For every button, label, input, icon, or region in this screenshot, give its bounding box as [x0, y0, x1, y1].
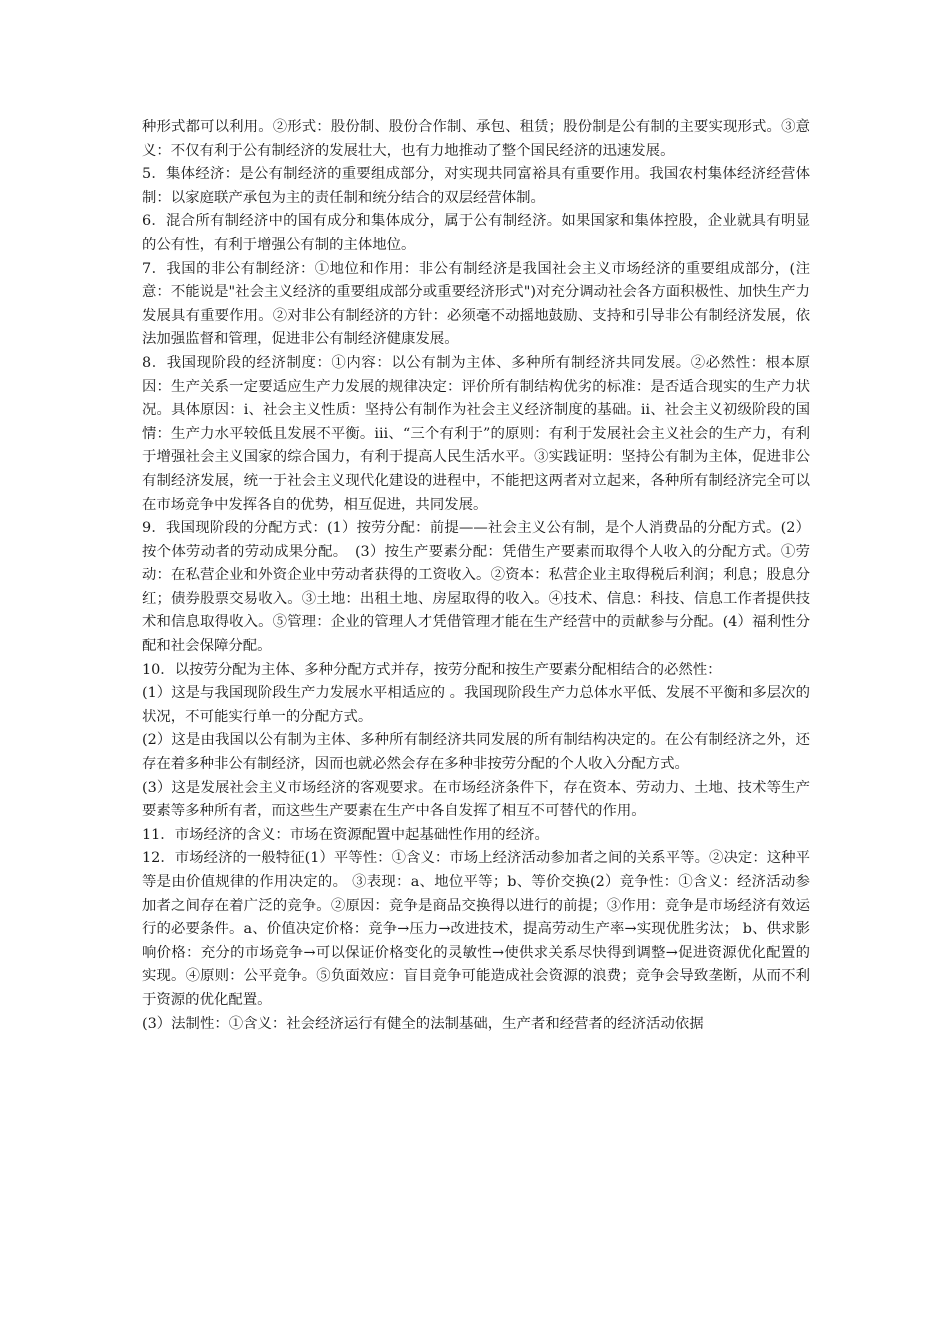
paragraph-market-economy-features: 12．市场经济的一般特征(1）平等性：①含义：市场上经济活动参加者之间的关系平等。②决定：这种平等是由价值规律的作用决定的。 ③表现：a、地位平等；b、等价交换(2）竞争性：①含义：经济活动参加者之间存在着广泛的竞争。②原因：竞争是商品交换得以进行的前提；③作用：竞争是市场经济有效运行的必要条件。a、价值决定价格：竞争→压力→改进技术，提高劳动生产率→实现优胜劣汰； b、供求影响价格：充分的市场竞争→可以保证价格变化的灵敏性→使供求关系尽快得到调整→促进资源优化配置的实现。④原则：公平竞争。⑤负面效应：盲目竞争可能造成社会资源的浪费；竞争会导致垄断，从而不利于资源的优化配置。 [142, 850, 810, 1008]
paragraph-necessity-reason-3: (3）这是发展社会主义市场经济的客观要求。在市场经济条件下，存在资本、劳动力、土地、技术等生产要素等多种所有者，而这些生产要素在生产中各自发挥了相互不可替代的作用。 [142, 779, 810, 820]
document-page [142, 116, 810, 1036]
paragraph-legal-nature: (3）法制性：①含义：社会经济运行有健全的法制基础，生产者和经营者的经济活动依据 [142, 1015, 704, 1032]
paragraph-collective-economy: 5．集体经济：是公有制经济的重要组成部分，对实现共同富裕具有重要作用。我国农村集体经济经营体制：以家庭联产承包为主的责任制和统分结合的双层经营体制。 [142, 166, 810, 206]
paragraph-necessity-reason-1: (1）这是与我国现阶段生产力发展水平相适应的 。我国现阶段生产力总体水平低、发展不平衡和多层次的状况，不可能实行单一的分配方式。 [142, 685, 810, 725]
paragraph-necessity-reason-2: (2）这是由我国以公有制为主体、多种所有制经济共同发展的所有制结构决定的。在公有制经济之外，还存在着多种非公有制经济，因而也就必然会存在多种非按劳分配的个人收入分配方式。 [142, 732, 810, 773]
paragraph-distribution-necessity: 10．以按劳分配为主体、多种分配方式并存，按劳分配和按生产要素分配相结合的必然性： [142, 661, 722, 678]
paragraph-market-economy-definition: 11．市场经济的含义：市场在资源配置中起基础性作用的经济。 [142, 826, 549, 843]
paragraph-mixed-ownership: 6．混合所有制经济中的国有成分和集体成分，属于公有制经济。如果国家和集体控股，企业就具有明显的公有性，有利于增强公有制的主体地位。 [142, 213, 810, 253]
paragraph-non-public-economy: 7．我国的非公有制经济：①地位和作用：非公有制经济是我国社会主义市场经济的重要组成部分，(注意：不能说是"社会主义经济的重要组成部分或重要经济形式")对充分调动社会各方面积极性、加快生产力发展具有重要作用。②对非公有制经济的方针：必须毫不动摇地鼓励、支持和引导非公有制经济发展，依法加强监督和管理，促进非公有制经济健康发展。 [142, 260, 810, 348]
paragraph-ownership-forms: 种形式都可以利用。②形式：股份制、股份合作制、承包、租赁；股份制是公有制的主要实现形式。③意义：不仅有利于公有制经济的发展壮大，也有力地推动了整个国民经济的迅速发展。 [142, 119, 810, 159]
paragraph-distribution-methods: 9．我国现阶段的分配方式：(1）按劳分配：前提——社会主义公有制，是个人消费品的分配方式。(2）按个体劳动者的劳动成果分配。 (3）按生产要素分配：凭借生产要素而取得个人收入的分配方式。①劳动：在私营企业和外资企业中劳动者获得的工资收入。②资本：私营企业主取得税后利润；利息；股息分红；债券股票交易收入。③土地：出租土地、房屋取得的收入。④技术、信息：科技、信息工作者提供技术和信息取得收入。⑤管理：企业的管理人才凭借管理才能在生产经营中的贡献参与分配。(4）福利性分配和社会保障分配。 [142, 520, 810, 655]
paragraph-economic-system: 8．我国现阶段的经济制度：①内容：以公有制为主体、多种所有制经济共同发展。②必然性：根本原因：生产关系一定要适应生产力发展的规律决定：评价所有制结构优劣的标准：是否适合现实的生产力状况。具体原因：ⅰ、社会主义性质：坚持公有制作为社会主义经济制度的基础。ⅱ、社会主义初级阶段的国情：生产力水平较低且发展不平衡。ⅲ、“三个有利于”的原则：有利于发展社会主义社会的生产力，有利于增强社会主义国家的综合国力，有利于提高人民生活水平。③实践证明：坚持公有制为主体，促进非公有制经济发展，统一于社会主义现代化建设的进程中，不能把这两者对立起来，各种所有制经济完全可以在市场竞争中发挥各自的优势，相互促进，共同发展。 [142, 354, 810, 513]
